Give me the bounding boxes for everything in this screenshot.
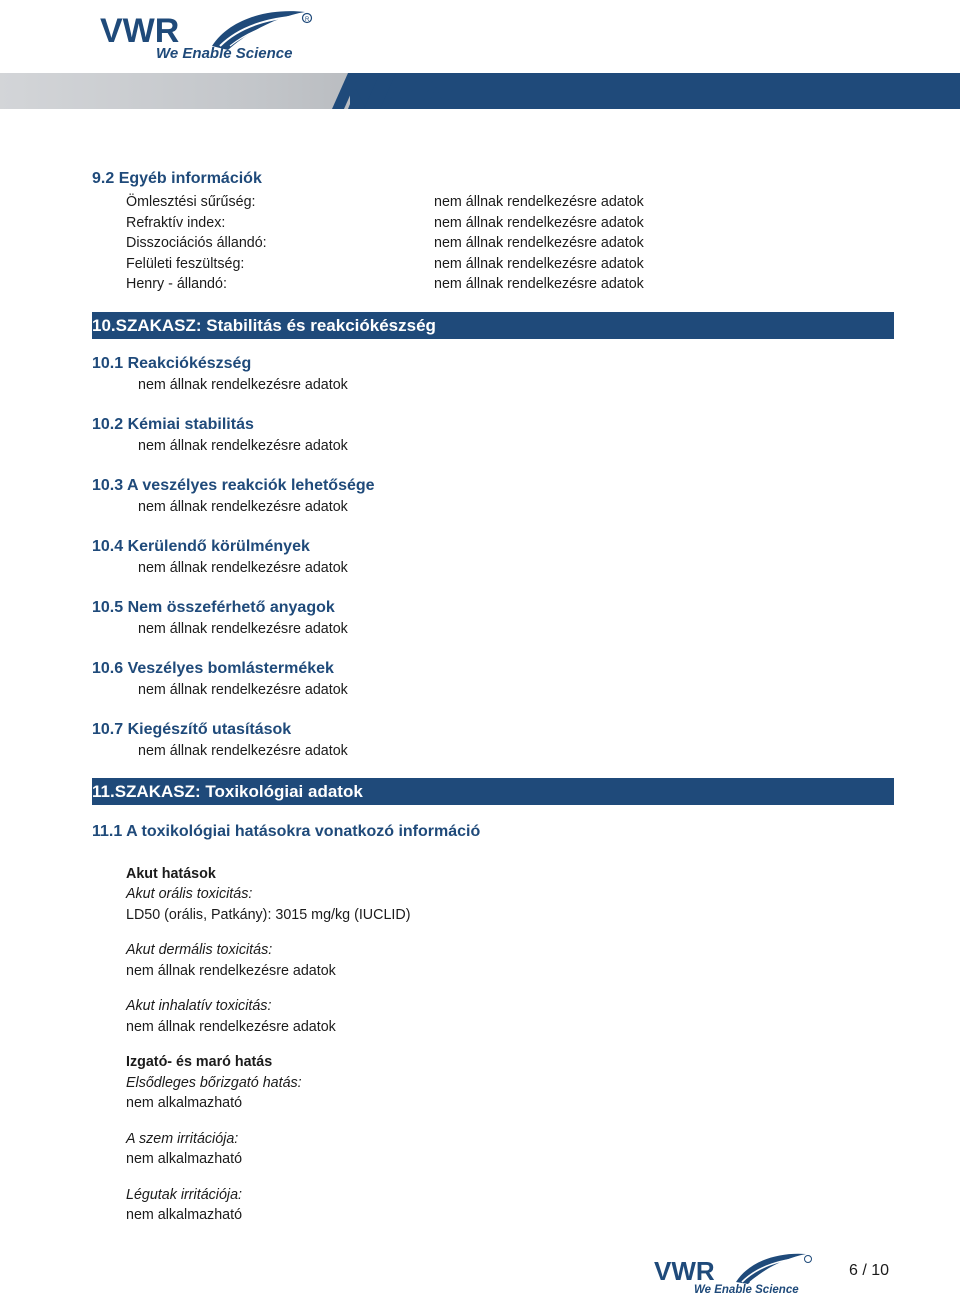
- inhal-label: Akut inhalatív toxicitás:: [126, 998, 272, 1014]
- sec92-title: 9.2 Egyéb információk: [92, 170, 262, 187]
- subsection: [92, 719, 894, 761]
- akut-title: Akut hatások: [126, 865, 216, 882]
- subsection-value: nem állnak rendelkezésre adatok: [138, 498, 348, 515]
- subsection-value: nem állnak rendelkezésre adatok: [138, 620, 348, 637]
- svg-text:R: R: [305, 17, 310, 23]
- brand-name: VWR: [100, 12, 180, 50]
- prop-value: nem állnak rendelkezésre adatok: [434, 255, 644, 272]
- dermal-label: Akut dermális toxicitás:: [126, 942, 273, 958]
- prop-value: nem állnak rendelkezésre adatok: [434, 194, 644, 210]
- subsection-value: nem állnak rendelkezésre adatok: [138, 376, 348, 393]
- subsection-value: nem állnak rendelkezésre adatok: [138, 742, 348, 759]
- subsection: [92, 658, 894, 700]
- sec10-title: 10.SZAKASZ: Stabilitás és reakciókészség: [92, 315, 436, 335]
- dermal-value: nem állnak rendelkezésre adatok: [126, 962, 336, 979]
- inhal-value: nem állnak rendelkezésre adatok: [126, 1018, 336, 1035]
- subsection: [92, 353, 894, 395]
- header-band-grey: [0, 73, 360, 109]
- subsection-title: 10.2 Kémiai stabilitás: [92, 415, 254, 433]
- prop-label: Felületi feszültség:: [126, 255, 245, 272]
- brand-tagline: We Enable Science: [156, 45, 293, 62]
- resp-value: nem alkalmazható: [126, 1207, 243, 1223]
- subsection-title: 10.4 Kerülendő körülmények: [92, 537, 310, 555]
- tox-details: [126, 864, 894, 1226]
- prop-label: Disszociációs állandó:: [126, 235, 267, 251]
- sec11-title: 11.SZAKASZ: Toxikológiai adatok: [92, 781, 363, 801]
- subsection: [92, 536, 894, 578]
- skin-label: Elsődleges bőrizgató hatás:: [126, 1074, 302, 1091]
- prop-label: Henry - állandó:: [126, 276, 227, 292]
- oral-value: LD50 (orális, Patkány): 3015 mg/kg (IUCLID): [126, 906, 411, 923]
- document-body: [92, 168, 894, 1226]
- prop-label: Ömlesztési sűrűség:: [126, 194, 256, 210]
- resp-label: Légutak irritációja:: [126, 1186, 243, 1203]
- subsection-title: 10.6 Veszélyes bomlástermékek: [92, 659, 334, 677]
- sec11-header: [92, 778, 894, 805]
- eye-value: nem alkalmazható: [126, 1151, 243, 1167]
- subsection-value: nem állnak rendelkezésre adatok: [138, 681, 348, 698]
- subsection: [92, 414, 894, 456]
- sec10-subsections: [92, 353, 894, 761]
- prop-value: nem állnak rendelkezésre adatok: [434, 235, 644, 251]
- subsection-value: nem állnak rendelkezésre adatok: [138, 437, 348, 454]
- subsection-title: 10.3 A veszélyes reakciók lehetősége: [92, 476, 375, 494]
- footer-brand-name: VWR: [654, 1256, 715, 1286]
- vwr-footer-logo: [654, 1250, 814, 1296]
- prop-value: nem állnak rendelkezésre adatok: [434, 214, 644, 231]
- oral-label: Akut orális toxicitás:: [126, 886, 253, 902]
- skin-value: nem alkalmazható: [126, 1095, 243, 1111]
- page-number: 6 / 10: [849, 1262, 890, 1279]
- page-header: [0, 0, 960, 112]
- subsection-title: 10.5 Nem összeférhető anyagok: [92, 598, 335, 616]
- prop-value: nem állnak rendelkezésre adatok: [434, 276, 644, 292]
- header-wave-pattern: [326, 73, 476, 109]
- subsection: [92, 597, 894, 639]
- irrit-title: Izgató- és maró hatás: [126, 1054, 273, 1070]
- sec10-header: [92, 312, 894, 339]
- eye-label: A szem irritációja:: [126, 1130, 239, 1147]
- sec11-subtitle: 11.1 A toxikológiai hatásokra vonatkozó információ: [92, 822, 481, 840]
- subsection-title: 10.1 Reakciókészség: [92, 354, 252, 372]
- subsection: [92, 475, 894, 517]
- subsection-title: 10.7 Kiegészítő utasítások: [92, 720, 292, 738]
- subsection-value: nem állnak rendelkezésre adatok: [138, 559, 348, 576]
- vwr-logo: [100, 6, 320, 64]
- sec92-properties: [126, 192, 894, 295]
- footer-brand-tagline: We Enable Science: [694, 1284, 799, 1296]
- prop-label: Refraktív index:: [126, 214, 226, 231]
